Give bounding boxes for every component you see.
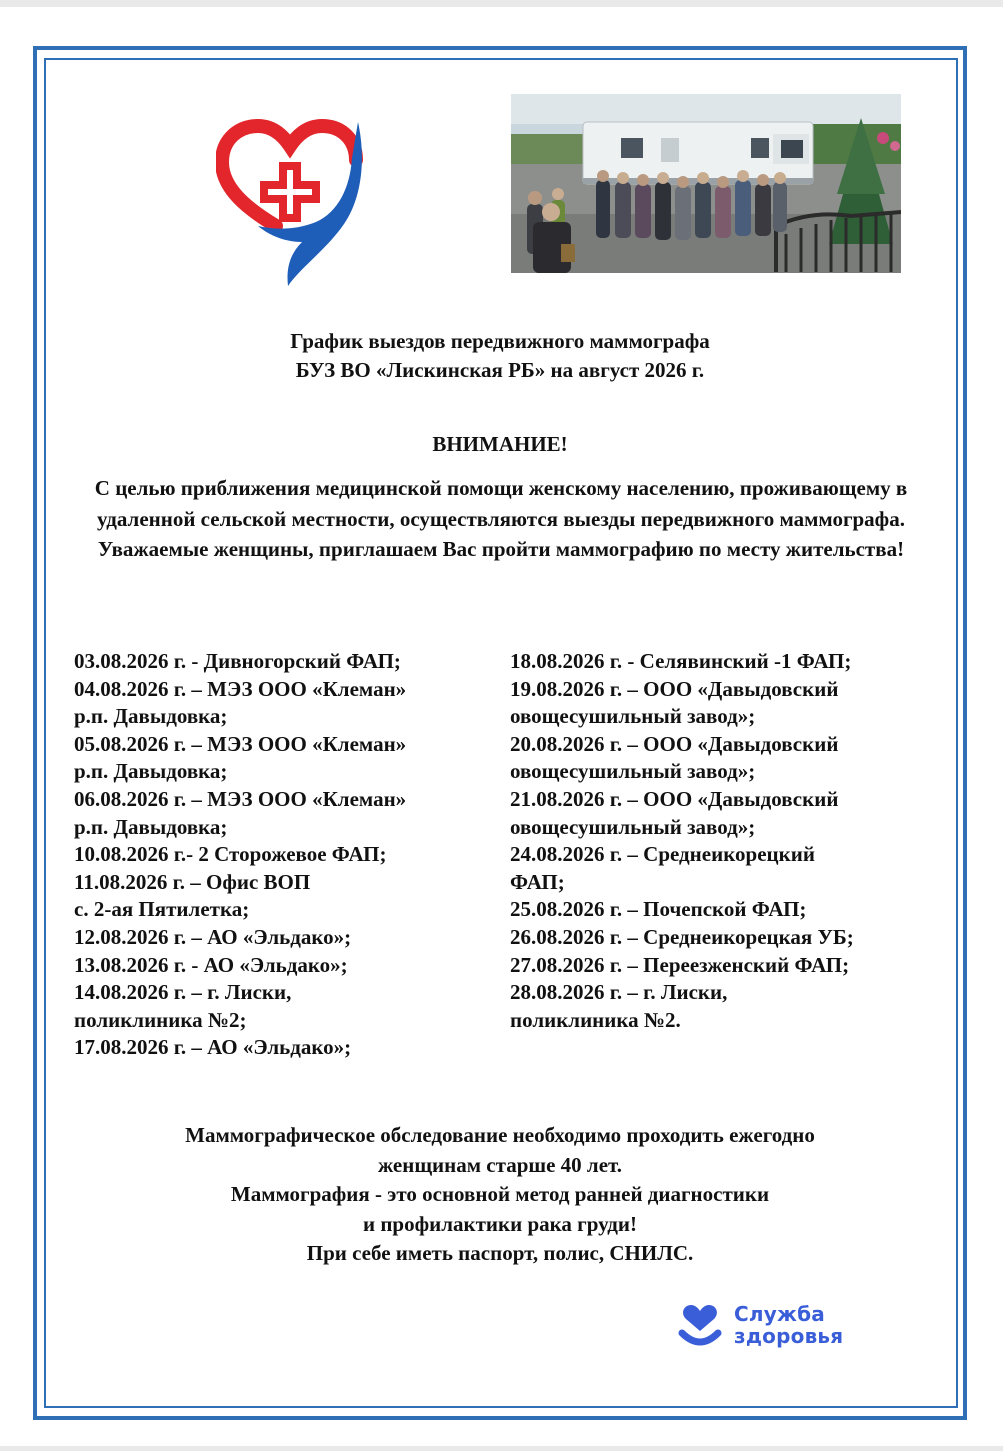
schedule-line: 24.08.2026 г. – Среднеикорецкий	[510, 842, 815, 867]
schedule-line: 20.08.2026 г. – ООО «Давыдовский	[510, 731, 839, 756]
page-title-line1: График выездов передвижного маммографа	[290, 329, 710, 353]
schedule-line: 28.08.2026 г. – г. Лиски,	[510, 980, 728, 1005]
heart-smile-icon	[676, 1303, 724, 1351]
schedule-line: р.п. Давыдовка;	[74, 759, 228, 784]
schedule-line: 18.08.2026 г. - Селявинский -1 ФАП;	[510, 649, 852, 673]
schedule-line: ФАП;	[510, 869, 565, 894]
brand-line2: здоровья	[734, 1324, 844, 1348]
schedule-line: овощесушильный завод»;	[510, 704, 756, 729]
mobile-mammography-photo	[511, 94, 901, 273]
schedule-line: р.п. Давыдовка;	[74, 814, 228, 839]
schedule-line: р.п. Давыдовка;	[74, 704, 228, 729]
footer-line: При себе иметь паспорт, полис, СНИЛС.	[306, 1241, 694, 1265]
top-strip	[0, 0, 1003, 7]
schedule-line: поликлиника №2.	[510, 1007, 681, 1032]
schedule-line: 03.08.2026 г. - Дивногорский ФАП;	[74, 649, 401, 673]
page-title-line2: БУЗ ВО «Лискинская РБ» на август 2026 г.	[295, 358, 705, 382]
schedule-line: 26.08.2026 г. – Среднеикорецкая УБ;	[510, 924, 854, 949]
schedule-left-column	[74, 648, 484, 1062]
schedule-line: 19.08.2026 г. – ООО «Давыдовский	[510, 676, 839, 701]
schedule-line: 25.08.2026 г. – Почепской ФАП;	[510, 897, 807, 922]
footer-line: женщинам старше 40 лет.	[377, 1152, 623, 1177]
intro-paragraph: С целью приближения медицинской помощи женскому населению, проживающему в удаленной сельской местности, осуществляются выезды передвижного маммографа. Уважаемые женщины, приглашаем Вас пройти маммографию по месту жительства!	[94, 476, 908, 561]
brand-name	[734, 1303, 843, 1347]
attention-heading: ВНИМАНИЕ!	[432, 432, 568, 456]
brand-line1: Служба	[734, 1302, 825, 1326]
schedule-line: 06.08.2026 г. – МЭЗ ООО «Клеман»	[74, 786, 407, 811]
schedule-line: 14.08.2026 г. – г. Лиски,	[74, 980, 292, 1005]
footer-line: Маммография - это основной метод ранней диагностики	[230, 1182, 770, 1206]
schedule-line: овощесушильный завод»;	[510, 814, 756, 839]
schedule-line: 10.08.2026 г.- 2 Сторожевое ФАП;	[74, 842, 387, 867]
schedule-line: 12.08.2026 г. – АО «Эльдако»;	[74, 924, 352, 949]
schedule-line: поликлиника №2;	[74, 1007, 247, 1032]
heart-cross-hand-icon	[216, 118, 368, 288]
schedule-line: 04.08.2026 г. – МЭЗ ООО «Клеман»	[74, 676, 407, 701]
schedule-line: овощесушильный завод»;	[510, 759, 756, 784]
schedule-line: 17.08.2026 г. – АО «Эльдако»;	[74, 1035, 352, 1060]
schedule-line: 21.08.2026 г. – ООО «Давыдовский	[510, 786, 839, 811]
footer-line: Маммографическое обследование необходимо проходить ежегодно	[185, 1123, 815, 1147]
footer-line: и профилактики рака груди!	[362, 1211, 638, 1236]
schedule-right-column	[510, 648, 930, 1034]
footer-note	[100, 1121, 900, 1269]
schedule-line: 11.08.2026 г. – Офис ВОП	[74, 869, 311, 894]
schedule-line: 05.08.2026 г. – МЭЗ ООО «Клеман»	[74, 731, 407, 756]
schedule-line: 27.08.2026 г. – Переезженский ФАП;	[510, 952, 850, 977]
schedule-line: с. 2-ая Пятилетка;	[74, 897, 250, 922]
bottom-strip	[0, 1446, 1003, 1451]
brand-logo	[676, 1303, 866, 1355]
schedule-line: 13.08.2026 г. - АО «Эльдако»;	[74, 952, 348, 977]
